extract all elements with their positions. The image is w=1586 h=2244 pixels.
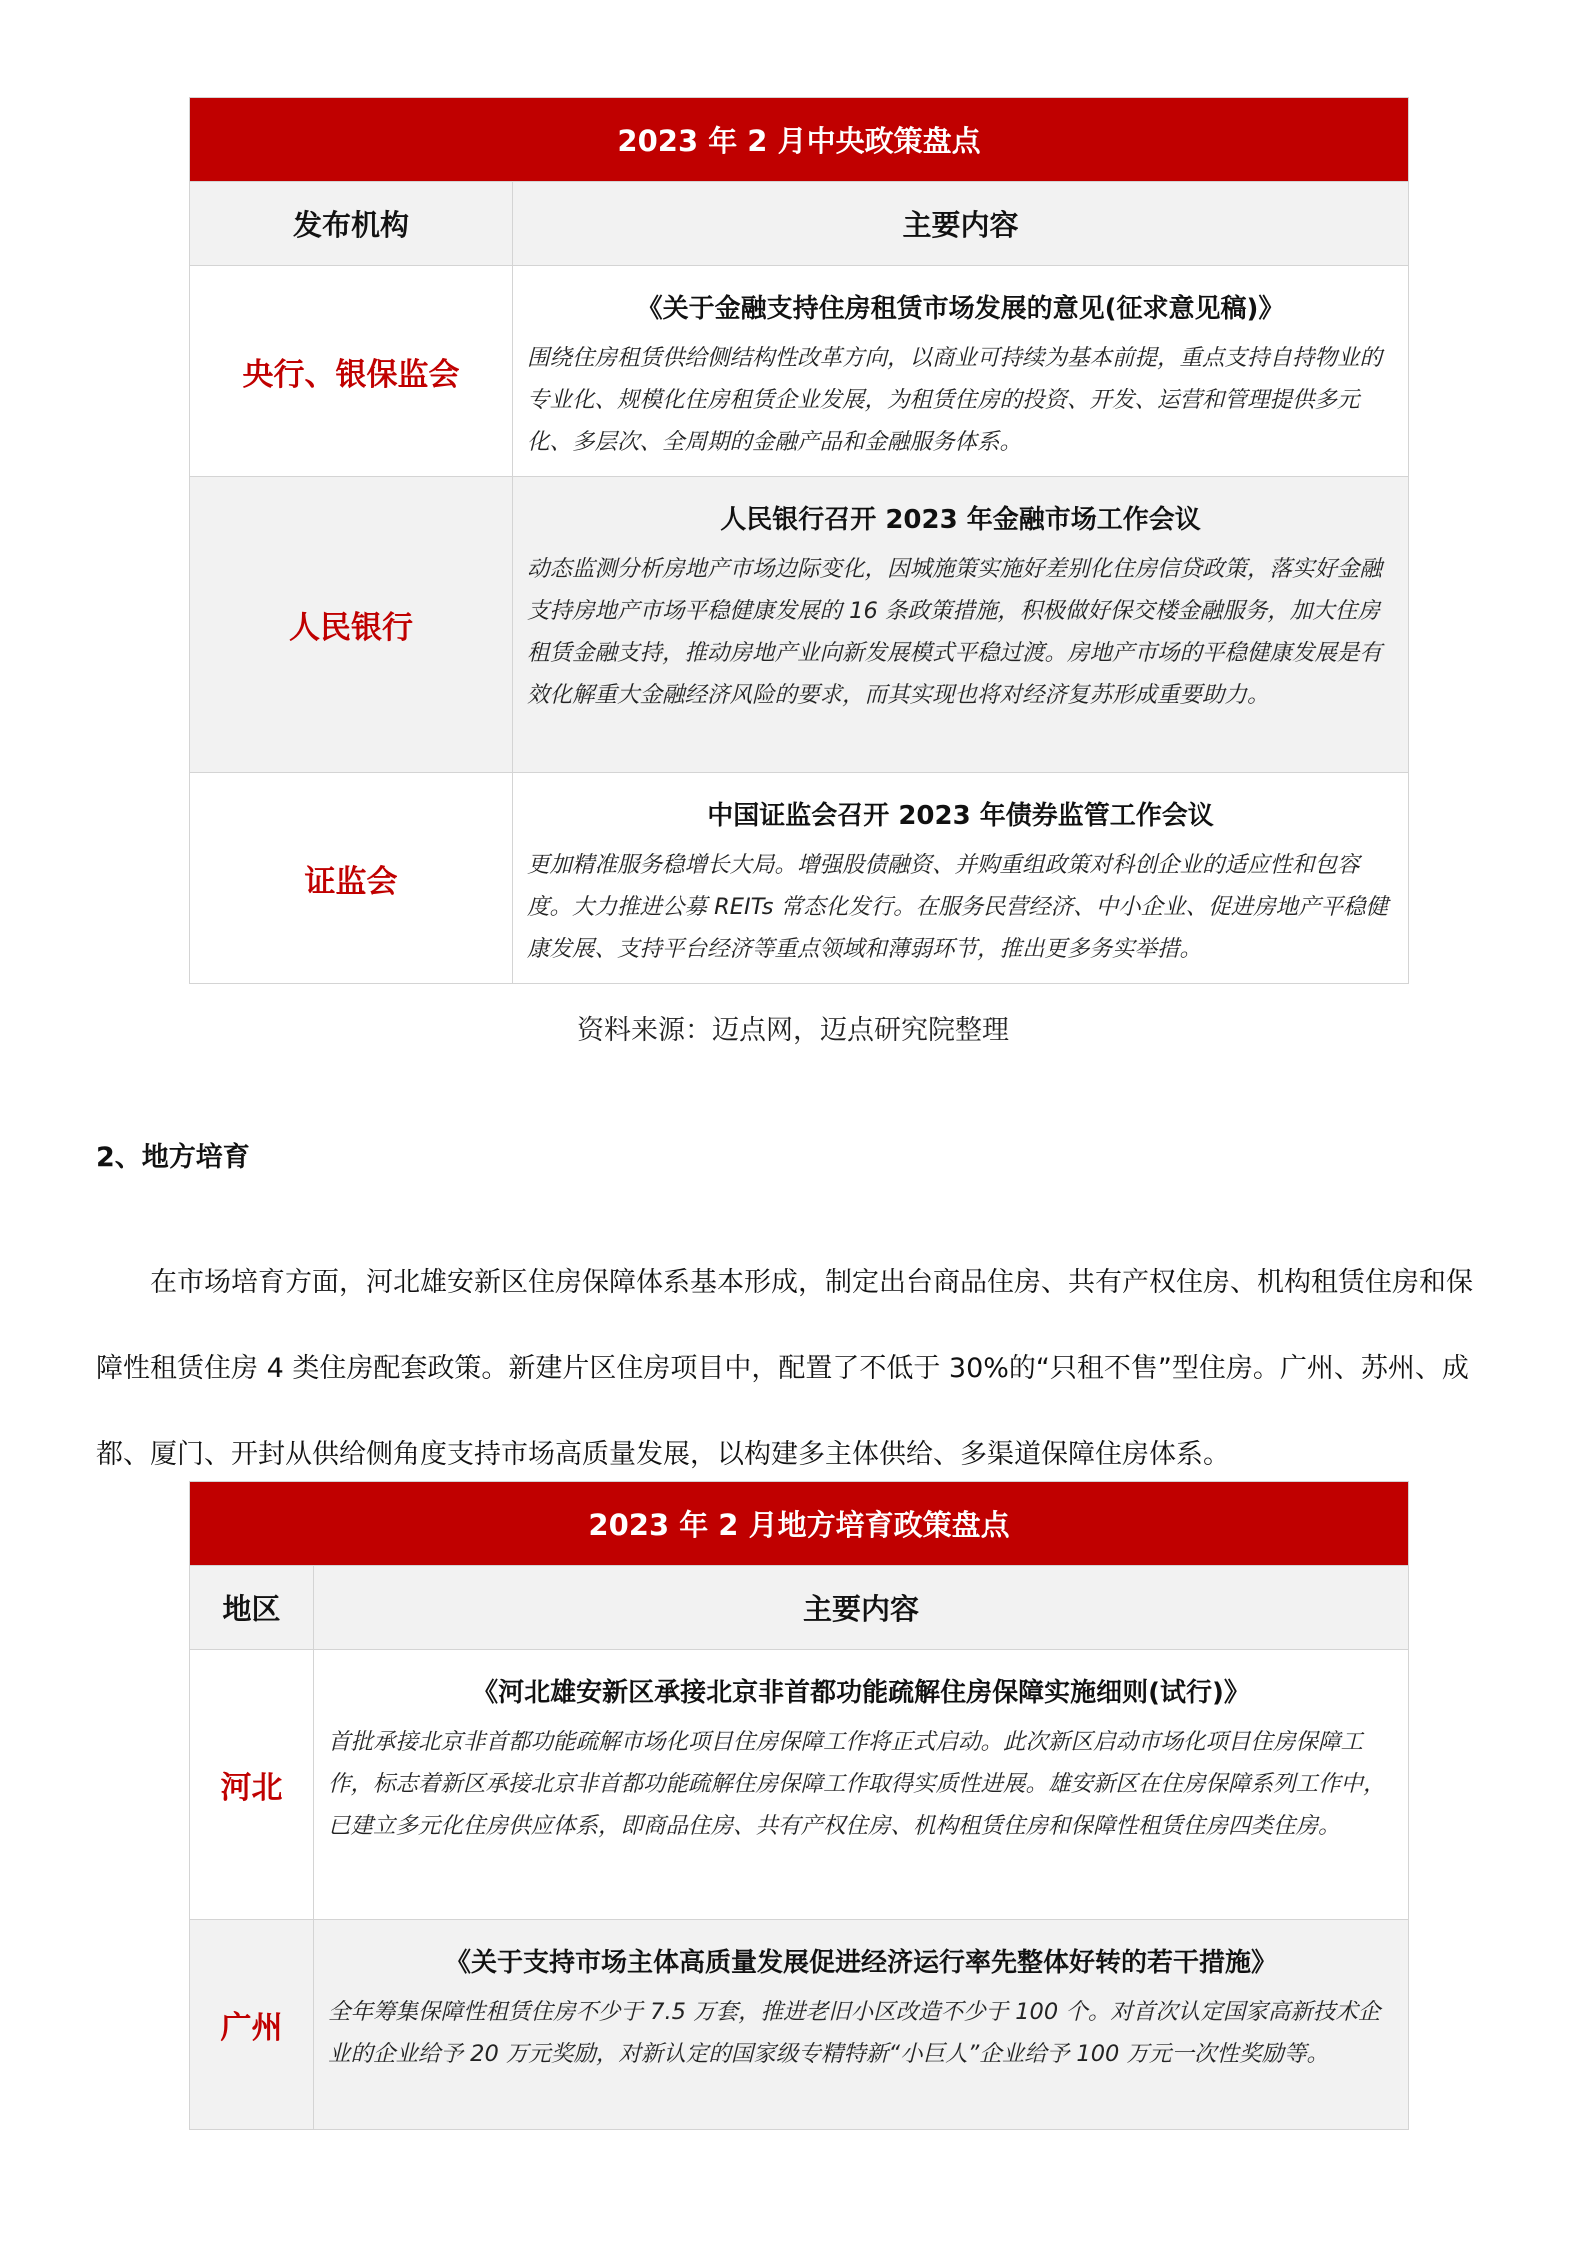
column-header-region: 地区 — [190, 1566, 314, 1650]
local-policy-table — [189, 1481, 1409, 2130]
table-row — [190, 1920, 1409, 2130]
column-header-org: 发布机构 — [190, 182, 513, 266]
table-title: 2023 年 2 月中央政策盘点 — [190, 98, 1409, 182]
policy-body: 围绕住房租赁供给侧结构性改革方向，以商业可持续为基本前提，重点支持自持物业的专业化、规模化住房租赁企业发展，为租赁住房的投资、开发、运营和管理提供多元化、多层次、全周期的金融产品和金融服务体系。 — [527, 345, 1383, 455]
column-header-content: 主要内容 — [314, 1566, 1409, 1650]
policy-body: 全年筹集保障性租赁住房不少于 7.5 万套，推进老旧小区改造不少于 100 个。对首次认定国家高新技术企业的企业给予 20 万元奖励，对新认定的国家级专精特新“小巨人”企业给予 100 万元一次性奖励等。 — [328, 1999, 1381, 2067]
region-cell: 广州 — [190, 1920, 314, 2130]
region-cell: 河北 — [190, 1650, 314, 1920]
policy-title: 中国证监会召开 2023 年债券监管工作会议 — [707, 801, 1214, 831]
policy-body: 更加精准服务稳增长大局。增强股债融资、并购重组政策对科创企业的适应性和包容度。大力推进公募 REITs 常态化发行。在服务民营经济、中小企业、促进房地产平稳健康发展、支持平台经济等重点领域和薄弱环节，推出更多务实举措。 — [527, 852, 1389, 962]
policy-body: 动态监测分析房地产市场边际变化，因城施策实施好差别化住房信贷政策，落实好金融支持房地产市场平稳健康发展的 16 条政策措施，积极做好保交楼金融服务，加大住房租赁金融支持，推动房地产业向新发展模式平稳过渡。房地产市场的平稳健康发展是有效化解重大金融经济风险的要求，而其实现也将对经济复苏形成重要助力。 — [527, 556, 1383, 708]
policy-body: 首批承接北京非首都功能疏解市场化项目住房保障工作将正式启动。此次新区启动市场化项目住房保障工作，标志着新区承接北京非首都功能疏解住房保障工作取得实质性进展。雄安新区在住房保障系列工作中，已建立多元化住房供应体系，即商品住房、共有产权住房、机构租赁住房和保障性租赁住房四类住房。 — [328, 1729, 1386, 1839]
table-row — [190, 477, 1409, 773]
policy-title: 人民银行召开 2023 年金融市场工作会议 — [720, 505, 1201, 535]
content-cell — [513, 266, 1409, 477]
table-row — [190, 266, 1409, 477]
content-cell — [513, 477, 1409, 773]
content-cell — [314, 1650, 1409, 1920]
table-row — [190, 773, 1409, 984]
table-row — [190, 1650, 1409, 1920]
column-header-content: 主要内容 — [513, 182, 1409, 266]
org-cell: 证监会 — [190, 773, 513, 984]
policy-title: 《河北雄安新区承接北京非首都功能疏解住房保障实施细则(试行)》 — [472, 1678, 1250, 1708]
org-cell: 央行、银保监会 — [190, 266, 513, 477]
content-cell — [314, 1920, 1409, 2130]
source-note: 资料来源：迈点网，迈点研究院整理 — [577, 1015, 1009, 1046]
central-policy-table — [189, 97, 1409, 984]
policy-title: 《关于支持市场主体高质量发展促进经济运行率先整体好转的若干措施》 — [444, 1948, 1277, 1978]
table-title: 2023 年 2 月地方培育政策盘点 — [190, 1482, 1409, 1566]
policy-title: 《关于金融支持住房租赁市场发展的意见(征求意见稿)》 — [636, 294, 1285, 324]
org-cell: 人民银行 — [190, 477, 513, 773]
content-cell — [513, 773, 1409, 984]
body-paragraph: 在市场培育方面，河北雄安新区住房保障体系基本形成，制定出台商品住房、共有产权住房、机构租赁住房和保障性租赁住房 4 类住房配套政策。新建片区住房项目中，配置了不低于 30%的“只租不售”型住房。广州、苏州、成都、厦门、开封从供给侧角度支持市场高质量发展，以构建多主体供给、多渠道保障住房体系。 — [96, 1267, 1473, 1470]
section-heading: 2、地方培育 — [96, 1142, 250, 1173]
